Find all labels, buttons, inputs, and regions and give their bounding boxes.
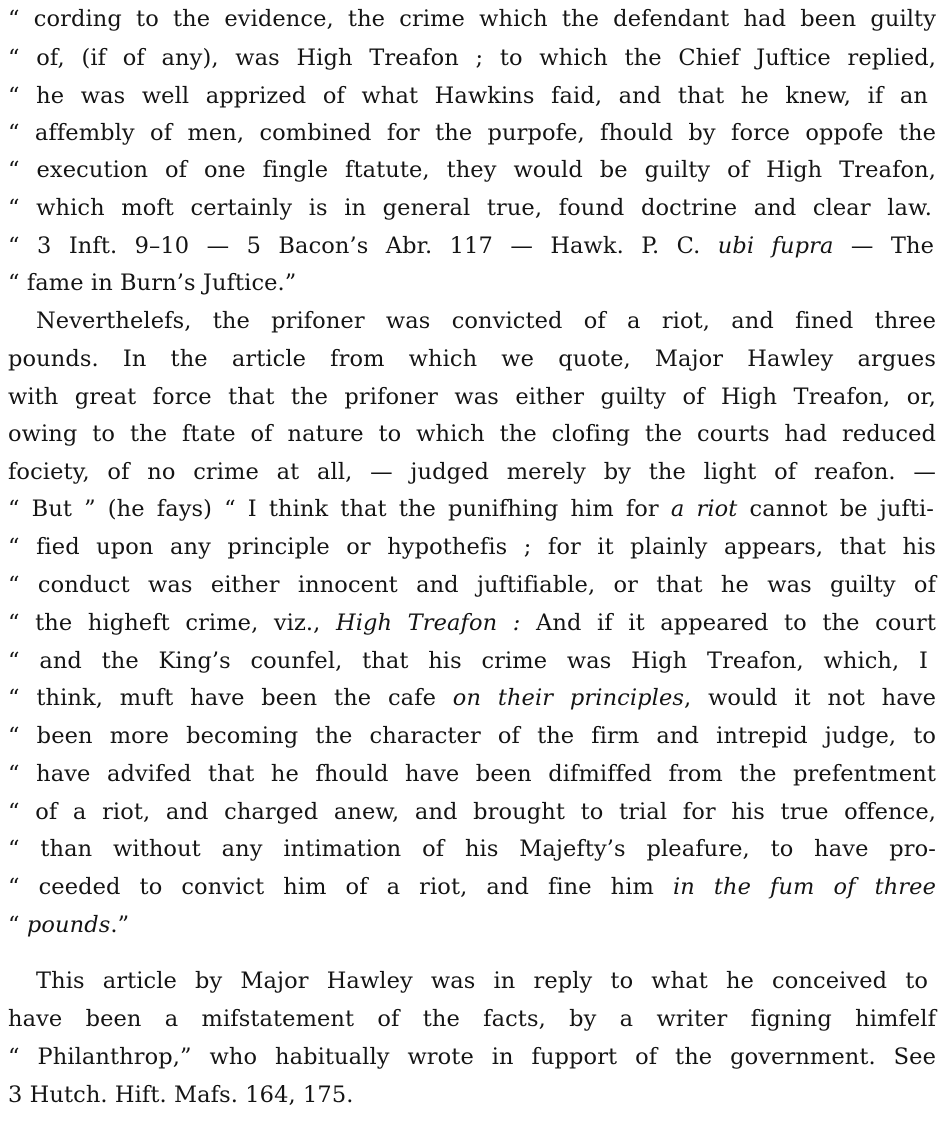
- text-line: pounds. In the article from which we quote, Major Hawley argues: [8, 346, 936, 372]
- text-line: “ fame in Burn’s Juftice.”: [8, 270, 297, 296]
- text-line: “ pounds.”: [8, 912, 130, 938]
- text-line: “ affembly of men, combined for the purpofe, fhould by force oppofe the: [8, 120, 936, 146]
- text-line: with great force that the prifoner was either guilty of High Treafon, or,: [8, 384, 936, 410]
- text-line: “ conduct was either innocent and juftifiable, or that he was guilty of: [8, 572, 936, 598]
- text-line: “ execution of one fingle ftatute, they would be guilty of High Treafon,: [8, 157, 936, 183]
- text-line: “ think, muft have been the cafe on their principles, would it not have: [8, 685, 936, 711]
- citation-line: “ 3 Inft. 9–10 — 5 Bacon’s Abr. 117 — Hawk. P. C. ubi fupra — The: [8, 233, 934, 259]
- text-line: “ the higheft crime, viz., High Treafon : And if it appeared to the court: [8, 610, 937, 636]
- text-line: “ ceeded to convict him of a riot, and fine him in the fum of three: [8, 874, 936, 900]
- text-line: “ But ” (he fays) “ I think that the punifhing him for a riot cannot be jufti-: [8, 496, 934, 522]
- text-line: “ than without any intimation of his Majefty’s pleafure, to have pro-: [8, 836, 936, 862]
- text-line: “ of, (if of any), was High Treafon ; to which the Chief Juftice replied,: [8, 45, 936, 71]
- text-line: “ been more becoming the character of the firm and intrepid judge, to: [8, 723, 936, 749]
- text-line: fociety, of no crime at all, — judged merely by the light of reafon. —: [8, 459, 936, 485]
- text-line: have been a mifstatement of the facts, by a writer figning himfelf: [8, 1006, 936, 1032]
- text-line: “ Philanthrop,” who habitually wrote in fupport of the government. See: [8, 1044, 936, 1070]
- text-line: “ and the King’s counfel, that his crime was High Treafon, which, I: [8, 648, 928, 674]
- text-line: “ he was well apprized of what Hawkins faid, and that he knew, if an: [8, 83, 928, 109]
- text-line: 3 Hutch. Hift. Mafs. 164, 175.: [8, 1082, 354, 1108]
- paragraph-start-line: Neverthelefs, the prifoner was convicted of a riot, and fined three: [36, 308, 936, 334]
- text-line: “ fied upon any principle or hypothefis ; for it plainly appears, that his: [8, 534, 936, 560]
- text-line: “ which moft certainly is in general true, found doctrine and clear law.: [8, 195, 932, 221]
- text-line: “ have advifed that he fhould have been difmiffed from the prefentment: [8, 761, 936, 787]
- text-line: “ of a riot, and charged anew, and brought to trial for his true offence,: [8, 799, 936, 825]
- text-line: owing to the ftate of nature to which the clofing the courts had reduced: [8, 421, 936, 447]
- paragraph-start-line: This article by Major Hawley was in reply to what he conceived to: [36, 968, 928, 994]
- text-line: “ cording to the evidence, the crime which the defendant had been guilty: [8, 6, 936, 32]
